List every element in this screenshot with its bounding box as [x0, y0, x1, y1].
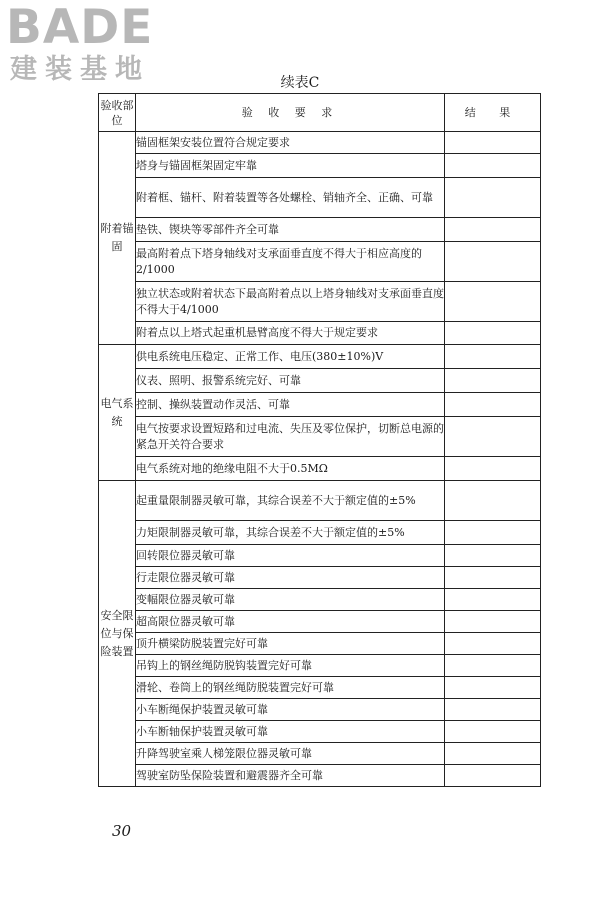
table-row — [99, 611, 541, 633]
result-cell[interactable] — [445, 611, 541, 633]
requirement-text: 力矩限制器灵敏可靠，其综合误差不大于额定值的±5% — [136, 521, 445, 545]
result-cell[interactable] — [445, 655, 541, 677]
table-row — [99, 589, 541, 611]
result-cell[interactable] — [445, 282, 541, 322]
table-row — [99, 132, 541, 154]
result-cell[interactable] — [445, 345, 541, 369]
result-cell[interactable] — [445, 677, 541, 699]
result-cell[interactable] — [445, 765, 541, 787]
result-cell[interactable] — [445, 417, 541, 457]
header-part: 验收部位 — [99, 94, 136, 132]
result-cell[interactable] — [445, 481, 541, 521]
requirement-text: 超高限位器灵敏可靠 — [136, 611, 445, 633]
requirement-text: 升降驾驶室乘人梯笼限位器灵敏可靠 — [136, 743, 445, 765]
result-cell[interactable] — [445, 218, 541, 242]
table-row — [99, 545, 541, 567]
logo-wordmark: BADE — [6, 0, 154, 55]
requirement-text: 滑轮、卷筒上的钢丝绳防脱装置完好可靠 — [136, 677, 445, 699]
requirement-text: 供电系统电压稳定、正常工作、电压(380±10%)V — [136, 345, 445, 369]
table-row — [99, 699, 541, 721]
page-number: 30 — [112, 822, 132, 840]
result-cell[interactable] — [445, 178, 541, 218]
result-cell[interactable] — [445, 393, 541, 417]
requirement-text: 锚固框架安装位置符合规定要求 — [136, 132, 445, 154]
table-row — [99, 655, 541, 677]
requirement-text: 电气按要求设置短路和过电流、失压及零位保护，切断总电源的紧急开关符合要求 — [136, 417, 445, 457]
requirement-text: 小车断绳保护装置灵敏可靠 — [136, 699, 445, 721]
requirement-text: 行走限位器灵敏可靠 — [136, 567, 445, 589]
table-row — [99, 521, 541, 545]
table-row — [99, 178, 541, 218]
section-label: 电气系统 — [99, 345, 136, 481]
result-cell[interactable] — [445, 699, 541, 721]
requirement-text: 起重量限制器灵敏可靠，其综合误差不大于额定值的±5% — [136, 481, 445, 521]
table-row — [99, 154, 541, 178]
result-cell[interactable] — [445, 633, 541, 655]
table-title: 续表C — [280, 75, 320, 91]
result-cell[interactable] — [445, 567, 541, 589]
table-row — [99, 765, 541, 787]
requirement-text: 变幅限位器灵敏可靠 — [136, 589, 445, 611]
header-result: 结 果 — [445, 94, 541, 132]
table-row — [99, 345, 541, 369]
result-cell[interactable] — [445, 457, 541, 481]
table-row — [99, 393, 541, 417]
header-requirements: 验 收 要 求 — [136, 94, 445, 132]
result-cell[interactable] — [445, 242, 541, 282]
table-row — [99, 322, 541, 345]
result-cell[interactable] — [445, 589, 541, 611]
table-row — [99, 743, 541, 765]
requirement-text: 吊钩上的钢丝绳防脱钩装置完好可靠 — [136, 655, 445, 677]
inspection-table — [98, 93, 541, 787]
table-row — [99, 417, 541, 457]
requirement-text: 附着点以上塔式起重机悬臂高度不得大于规定要求 — [136, 322, 445, 345]
table-row — [99, 282, 541, 322]
result-cell[interactable] — [445, 322, 541, 345]
requirement-text: 顶升横梁防脱装置完好可靠 — [136, 633, 445, 655]
section-label: 附着锚固 — [99, 132, 136, 345]
section-label: 安全限位与保险装置 — [99, 481, 136, 787]
table-header-row — [99, 94, 541, 132]
result-cell[interactable] — [445, 545, 541, 567]
requirement-text: 独立状态或附着状态下最高附着点以上塔身轴线对支承面垂直度不得大于4/1000 — [136, 282, 445, 322]
requirement-text: 塔身与锚固框架固定牢靠 — [136, 154, 445, 178]
table-row — [99, 677, 541, 699]
requirement-text: 回转限位器灵敏可靠 — [136, 545, 445, 567]
result-cell[interactable] — [445, 132, 541, 154]
result-cell[interactable] — [445, 521, 541, 545]
requirement-text: 小车断轴保护装置灵敏可靠 — [136, 721, 445, 743]
requirement-text: 最高附着点下塔身轴线对支承面垂直度不得大于相应高度的2/1000 — [136, 242, 445, 282]
requirement-text: 驾驶室防坠保险装置和避震器齐全可靠 — [136, 765, 445, 787]
result-cell[interactable] — [445, 743, 541, 765]
requirement-text: 控制、操纵装置动作灵活、可靠 — [136, 393, 445, 417]
result-cell[interactable] — [445, 721, 541, 743]
result-cell[interactable] — [445, 154, 541, 178]
requirement-text: 附着框、锚杆、附着装置等各处螺栓、销轴齐全、正确、可靠 — [136, 178, 445, 218]
table-row — [99, 721, 541, 743]
table-body — [99, 132, 541, 787]
result-cell[interactable] — [445, 369, 541, 393]
table-row — [99, 369, 541, 393]
logo-subtitle: 建装基地 — [10, 54, 150, 85]
table-row — [99, 567, 541, 589]
table-row — [99, 242, 541, 282]
table-row — [99, 481, 541, 521]
table-row — [99, 457, 541, 481]
requirement-text: 垫铁、锲块等零部件齐全可靠 — [136, 218, 445, 242]
table-row — [99, 218, 541, 242]
table-row — [99, 633, 541, 655]
requirement-text: 仪表、照明、报警系统完好、可靠 — [136, 369, 445, 393]
requirement-text: 电气系统对地的绝缘电阻不大于0.5MΩ — [136, 457, 445, 481]
